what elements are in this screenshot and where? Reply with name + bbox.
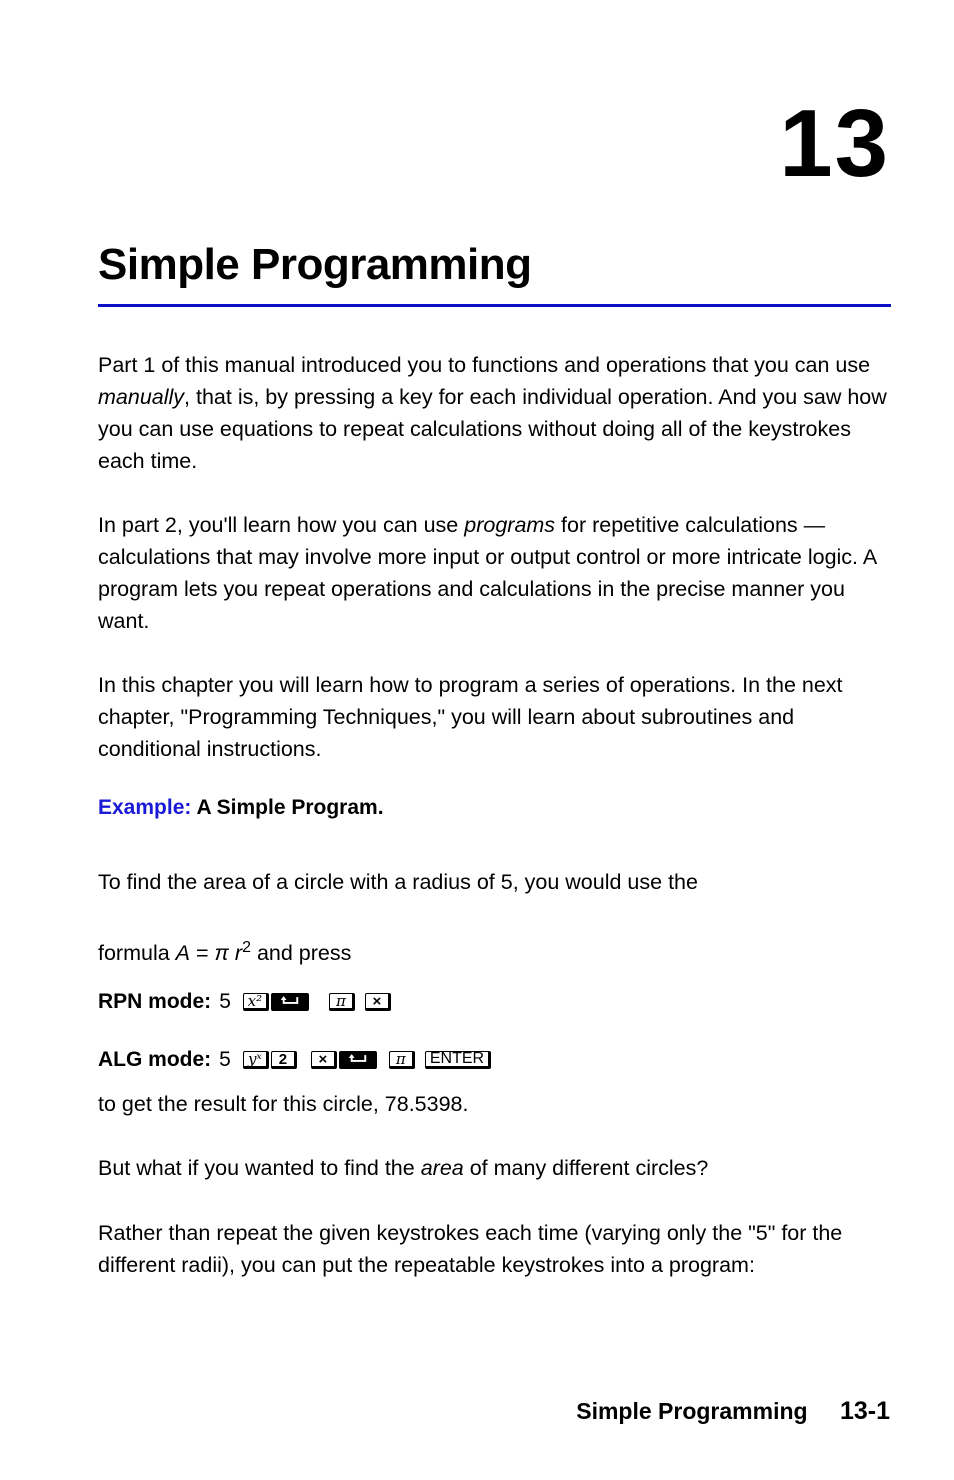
- rpn-label: RPN mode:: [98, 990, 212, 1013]
- paragraph-intro: [98, 349, 893, 477]
- key-pi[interactable]: π: [389, 1051, 415, 1069]
- formula-equals: =: [190, 941, 215, 966]
- emphasis-programs: programs: [464, 513, 556, 537]
- closing-paragraph: Rather than repeat the given keystrokes each time (varying only the "5" for the different radii), you can put the repeatable keystrokes into a program:: [98, 1221, 843, 1277]
- alg-keystrokes: [98, 1046, 501, 1074]
- chapter-title: Simple Programming: [98, 240, 532, 289]
- formula-pi: π: [214, 941, 229, 966]
- footer-section: Simple Programming: [576, 1398, 808, 1424]
- footer-page-number: 13-1: [839, 1397, 890, 1425]
- key-left-shift[interactable]: [271, 993, 309, 1011]
- key-x-squared[interactable]: x²: [243, 993, 269, 1011]
- key-multiply[interactable]: ×: [311, 1051, 337, 1069]
- title-rule: [98, 304, 891, 307]
- key-left-shift[interactable]: [339, 1051, 377, 1069]
- key-2[interactable]: 2: [271, 1051, 297, 1069]
- paragraph-text: for repetitive calculations — calculations that may involve more input or output control or more intricate logic. A program lets you repeat operations and calculations in the precise manner you want.: [98, 513, 876, 633]
- formula-intro: To find the area of a circle with a radius of 5, you would use the: [98, 870, 698, 894]
- alg-label: ALG mode:: [98, 1048, 212, 1071]
- paragraph-part2: [98, 509, 893, 637]
- key-multiply[interactable]: ×: [365, 993, 391, 1011]
- formula-var-r: r: [228, 941, 243, 966]
- emphasis-manually: manually: [98, 385, 185, 409]
- left-shift-icon: [272, 994, 306, 1009]
- left-shift-icon: [340, 1052, 374, 1067]
- paragraph-text: Part 1 of this manual introduced you to functions and operations that you can use: [98, 353, 871, 377]
- formula-exponent: 2: [242, 939, 251, 956]
- example-label: Example:: [98, 796, 192, 819]
- example-heading: [98, 796, 384, 820]
- question-part: But what if you wanted to find the: [98, 1156, 421, 1180]
- example-title: A Simple Program.: [196, 796, 384, 819]
- result-text: to get the result for this circle, 78.5398.: [98, 1092, 469, 1116]
- key-enter[interactable]: ENTER: [425, 1051, 491, 1069]
- paragraph-text: In part 2, you'll learn how you can use: [98, 513, 465, 537]
- rpn-keystrokes: [98, 988, 401, 1016]
- key-pi[interactable]: π: [329, 993, 355, 1011]
- formula-prefix: formula: [98, 941, 176, 966]
- emphasis-area: area: [420, 1156, 464, 1180]
- formula-suffix: and press: [250, 941, 352, 966]
- chapter-number: 13: [779, 90, 890, 197]
- paragraph-chapter: In this chapter you will learn how to program a series of operations. In the next chapter, "Programming Techniques," you will learn about subroutines and conditional instructions.: [98, 673, 843, 761]
- page-footer: [576, 1397, 890, 1426]
- formula-var-a: A: [175, 941, 191, 966]
- formula-line: [98, 932, 893, 969]
- paragraph-text: , that is, by pressing a key for each individual operation. And you saw how you can use equations to repeat calculations without doing all of the keystrokes each time.: [98, 385, 887, 473]
- alg-digit: 5: [219, 1048, 231, 1071]
- rpn-digit: 5: [219, 990, 231, 1013]
- question-text: [98, 1152, 893, 1184]
- key-y-power-x[interactable]: yˣ: [243, 1051, 269, 1069]
- question-part: of many different circles?: [463, 1156, 709, 1180]
